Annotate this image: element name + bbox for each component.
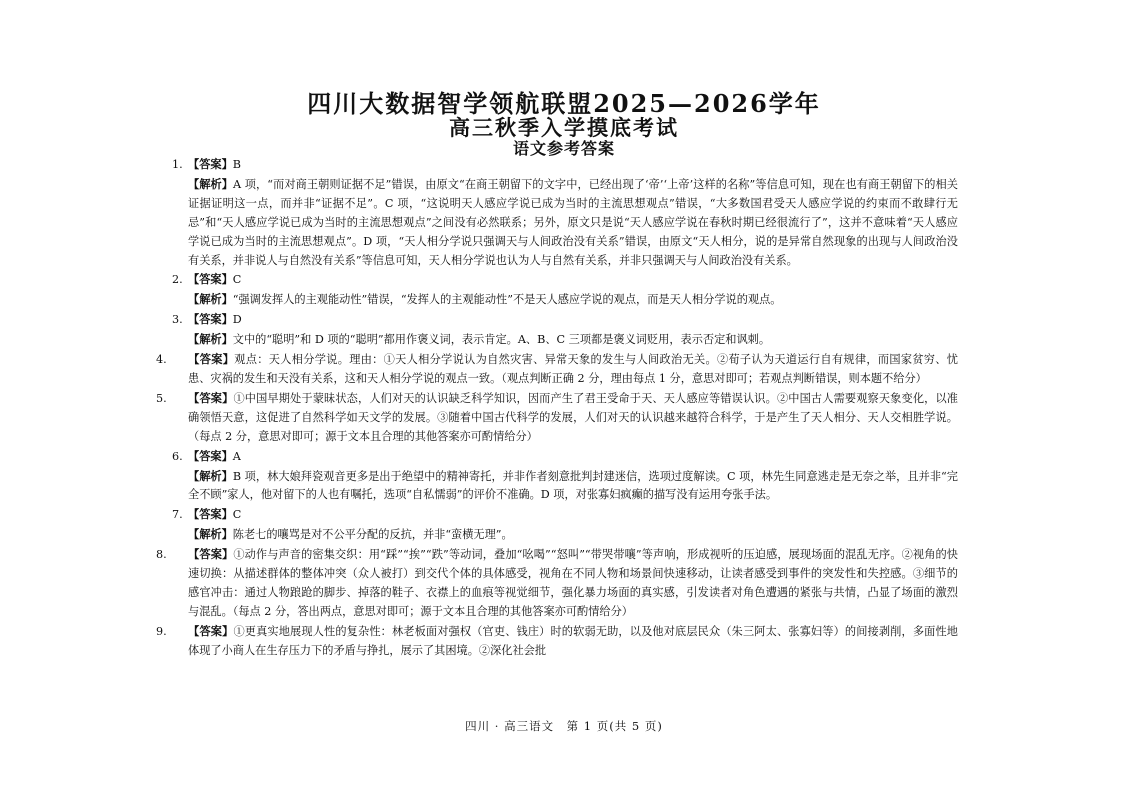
- answer-tag: 【答案】: [188, 507, 233, 522]
- answer-line: [156, 389, 958, 447]
- question-number: 8.: [156, 548, 167, 562]
- explanation-text: 陈老七的嚷骂是对不公平分配的反抗，并非“蛮横无理”。: [232, 528, 513, 542]
- explanation-line: [188, 525, 958, 545]
- answer-text: A: [232, 449, 241, 463]
- answer-tag: 【答案】: [188, 448, 233, 463]
- question-item: [156, 545, 958, 622]
- explanation-text: A 项，“而对商王朝则证据不足”错误，由原文“在商王朝留下的文字中，已经出现了‘帝’‘上帝’这样的名称”等信息可知，现在也有商王朝留下的相关证据证明这一点，而并非“证据不足”。C 项，“这说明天人感应学说已成为当时的主流思想观点”错误，“大多数国君受天人感应学说的约束而不敢肆行无忌”和“天人感应学说已成为当时的主流思想观点”之间没有必然联系；另外，原文只是说“天人感应学说在春秋时期已经很流行了”，这并不意味着“天人感应学说已成为当时的主流思想观点”。D 项，“天人相分学说只强调天与人间政治没有关系”错误，由原文“天人相分，说的是异常自然现象的出现与人间政治没有关系，并非说人与自然没有关系”等信息可知，天人相分学说也认为人与自然有关系，并非只强调天与人间政治没有关系。: [188, 177, 958, 267]
- answer-tag: 【答案】: [188, 390, 234, 405]
- answer-tag: 【答案】: [188, 312, 233, 327]
- explanation-line: [188, 175, 958, 271]
- question-item: [172, 310, 958, 350]
- question-number: 1.: [172, 158, 183, 171]
- question-item: [156, 350, 958, 389]
- answer-tag: 【答案】: [188, 623, 234, 638]
- explanation-line: [188, 330, 958, 350]
- answer-key-heading: 语文参考答案: [512, 139, 615, 158]
- question-item: [172, 505, 958, 545]
- answer-text: ①动作与声音的密集交织：用“踩”“挨”“跌”等动词，叠加“吆喝”“怒叫”“带哭带嚷”等声响，形成视听的压迫感，展现场面的混乱无序。②视角的快速切换：从描述群体的整体冲突（众人被打）到交代个体的具体感受，视角在不同人物和场景间快速移动，让读者感受到事件的突发性和失控感。③细节的感官冲击：通过人物踉跄的脚步、掉落的鞋子、衣襟上的血痕等视觉细节，强化暴力场面的真实感，引发读者对角色遭遇的紧张与共情，凸显了场面的激烈与混乱。（每点 2 分，答出两点，意思对即可；源于文本且合理的其他答案亦可酌情给分）: [188, 548, 958, 618]
- answer-line: [172, 505, 958, 525]
- answer-line: [156, 545, 958, 622]
- question-number: 9.: [156, 624, 167, 638]
- answer-line: [172, 270, 958, 290]
- explanation-line: [188, 290, 958, 310]
- question-number: 2.: [172, 273, 183, 287]
- question-item: [156, 622, 958, 661]
- answer-list: [156, 155, 958, 661]
- answer-line: [172, 310, 958, 330]
- answer-text: C: [232, 508, 242, 522]
- exam-subtitle: 高三秋季入学摸底考试: [449, 115, 679, 140]
- answer-text: 观点：天人相分学说。理由：①天人相分学说认为自然灾害、异常天象的发生与人间政治无关。②荀子认为天道运行自有规律，而国家贫穷、忧患、灾祸的发生和天没有关系，这和天人相分学说的观点一致。（观点判断正确 2 分，理由每点 1 分，意思对即可；若观点判断错误，则本题不给分）: [188, 353, 958, 385]
- answer-tag: 【答案】: [188, 352, 235, 367]
- question-number: 4.: [156, 353, 167, 367]
- question-number: 5.: [156, 391, 167, 405]
- answer-tag: 【答案】: [188, 272, 233, 287]
- answer-line: [156, 622, 958, 661]
- explanation-text: B 项，林大娘拜瓷观音更多是出于绝望中的精神寄托，并非作者刻意批判封建迷信，选项过度解读。C 项，林先生同意逃走是无奈之举，且并非“完全不顾”家人，他对留下的人也有嘱托，选项“自私懦弱”的评价不准确。D 项，对张寡妇疯癫的描写没有运用夸张手法。: [188, 469, 958, 502]
- explanation-text: “强调发挥人的主观能动性”错误，“发挥人的主观能动性”不是天人感应学说的观点，而是天人相分学说的观点。: [232, 293, 782, 307]
- question-number: 7.: [172, 508, 183, 522]
- explanation-text: 文中的“聪明”和 D 项的“聪明”都用作褒义词，表示肯定。A、B、C 三项都是褒义词贬用，表示否定和讽刺。: [232, 333, 771, 347]
- explanation-tag: 【解析】: [188, 527, 233, 542]
- answer-text: ①更真实地展现人性的复杂性：林老板面对强权（官吏、钱庄）时的软弱无助，以及他对底层民众（朱三阿太、张寡妇等）的间接剥削，多面性地体现了小商人在生存压力下的矛盾与挣扎，展示了其困境。②深化社会批: [188, 624, 958, 657]
- answer-tag: 【答案】: [188, 157, 233, 171]
- answer-text: ①中国早期处于蒙昧状态，人们对天的认识缺乏科学知识，因而产生了君王受命于天、天人感应等错误认识。②中国古人需要观察天象变化，以准确领悟天意，这促进了自然科学如天文学的发展。③随着中国古代科学的发展，人们对天的认识越来越符合科学，于是产生了天人相分、天人交相胜学说。（每点 2 分，意思对即可；源于文本且合理的其他答案亦可酌情给分）: [188, 391, 958, 443]
- explanation-tag: 【解析】: [188, 468, 233, 483]
- answer-line: [156, 350, 958, 389]
- page-footer: 四川 · 高三语文 第 1 页(共 5 页): [465, 719, 663, 733]
- explanation-tag: 【解析】: [188, 292, 233, 307]
- exam-title: 四川大数据智学领航联盟2025—2026学年: [307, 89, 821, 118]
- question-item: [172, 447, 958, 506]
- question-item: [172, 155, 958, 270]
- question-number: 6.: [172, 449, 183, 463]
- explanation-tag: 【解析】: [188, 176, 234, 191]
- question-item: [156, 389, 958, 447]
- answer-text: B: [232, 158, 241, 171]
- question-number: 3.: [172, 313, 183, 327]
- answer-text: C: [232, 273, 242, 287]
- answer-line: [172, 447, 958, 467]
- explanation-line: [188, 467, 958, 506]
- explanation-tag: 【解析】: [188, 332, 233, 347]
- answer-text: D: [232, 313, 242, 327]
- answer-tag: 【答案】: [188, 547, 234, 562]
- answer-line: [172, 155, 958, 175]
- question-item: [172, 270, 958, 310]
